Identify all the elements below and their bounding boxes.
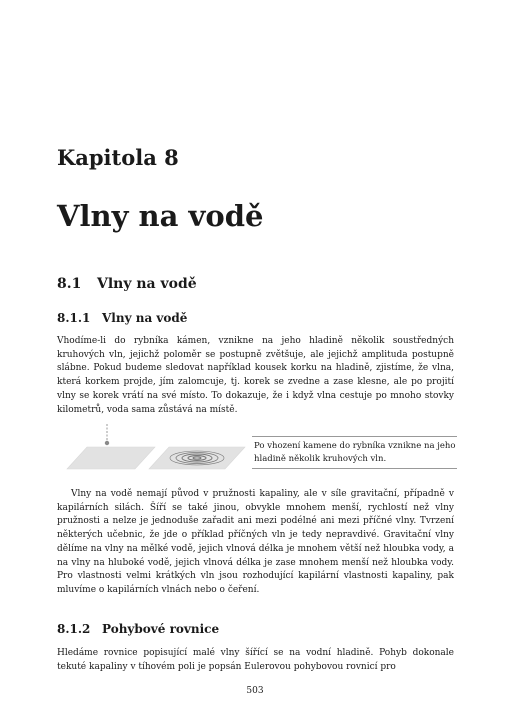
paragraph-2: Vlny na vodě nemají původ v pružnosti kapaliny, ale v síle gravitační, případně v kapilárních silách. Šíří se také jinou, obvykle mnohem menší, rychlostí než vlny pružnosti a nelze je jednoduše zařadit ani mezi podélné ani mezi příčné vlny. Tvrzení některých učebnic, že jde o příklad příčných vln je tedy nepravdivé. Gravitační vlny dělíme na vlny na mělké vodě, jejich vlnová délka je mnohem větší než hloubka vody, a na vlny na hluboké vodě, jejich vlnová délka je zase mnohem menší než hloubka vody. Pro vlastnosti velmi krátkých vln jsou rozhodující kapilární vlastnosti kapaliny, pak mluvíme o kapilárních vlnách nebo o čeření. [57, 489, 454, 595]
paragraph-3: Hledáme rovnice popisující malé vlny šířící se na vodní hladině. Pohyb dokonale tekuté kapaliny v tíhovém poli je popsán Eulerovou pohybovou rovnicí pro [57, 648, 454, 672]
section-title: Vlny na vodě [97, 276, 197, 292]
section-heading [57, 276, 197, 292]
paragraph-1: Vhodíme-li do rybníka kámen, vznikne na jeho hladině několik soustředných kruhových vln, jejichž poloměr se postupně zvětšuje, ale jejichž amplituda postupně slábne. Pokud budeme sledovat například kousek korku na hladině, zjistíme, že vlna, která korkem projde, jím zalomcuje, tj. korek se zvedne a zase klesne, ale po projití vlny se korek vrátí na své místo. To dokazuje, že i když vlna cestuje po mnoho stovky kilometrů, voda sama zůstává na místě. [57, 336, 454, 415]
subsection-title: Vlny na vodě [102, 311, 188, 325]
subsection-number: 8.1.2 [57, 622, 91, 636]
figure-water-surface-before [67, 447, 155, 469]
subsection-number: 8.1.1 [57, 311, 91, 325]
subsection-heading-2 [57, 622, 219, 636]
subsection-title: Pohybové rovnice [102, 622, 220, 636]
chapter-title: Vlny na vodě [57, 199, 264, 233]
section-number: 8.1 [57, 276, 82, 292]
figure-water-surface-after [149, 447, 245, 469]
subsection-heading-1 [57, 311, 187, 325]
page-number: 503 [246, 686, 264, 696]
figure-stone-drop [105, 424, 109, 445]
figure-caption: Po vhození kamene do rybníka vznikne na jeho hladině několik kruhových vln. [252, 436, 457, 469]
chapter-label: Kapitola 8 [57, 145, 179, 170]
